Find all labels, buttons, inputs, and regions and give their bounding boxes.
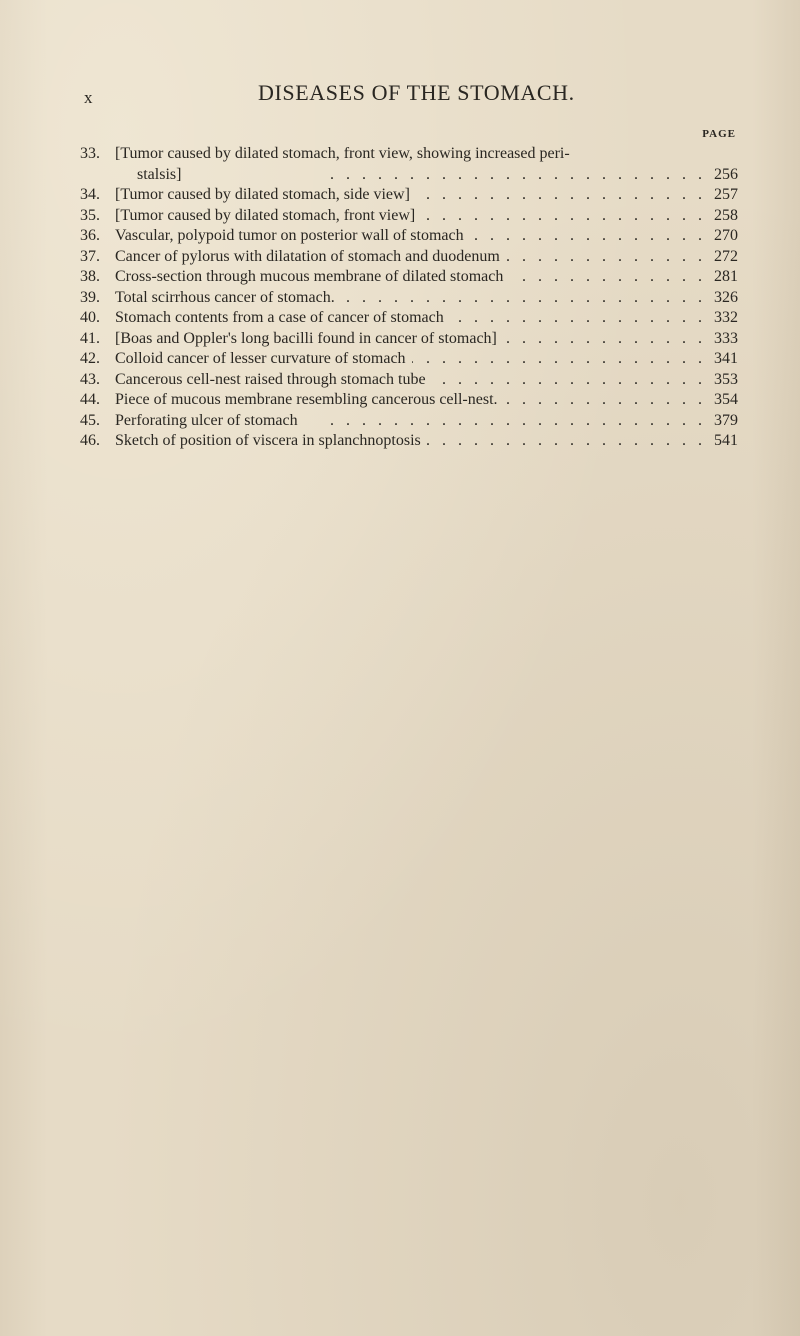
entry-number: 36. — [80, 227, 100, 244]
entry-title: Total scirrhous cancer of stomach. — [115, 288, 335, 306]
page-column-heading: PAGE — [702, 128, 736, 140]
list-entry — [80, 288, 738, 309]
list-entry — [80, 329, 738, 350]
dot-leader — [421, 206, 702, 227]
entry-number: 44. — [80, 391, 100, 408]
entry-number: 35. — [80, 206, 100, 224]
entry-number: 43. — [80, 370, 100, 388]
entry-page-number: 257 — [714, 186, 738, 203]
entry-title-continuation: stalsis] — [137, 165, 182, 183]
entry-number: 38. — [80, 268, 100, 285]
entry-title: [Tumor caused by dilated stomach, front view, showing increased peri- — [115, 145, 570, 162]
list-entry — [80, 144, 738, 185]
list-entry — [80, 267, 738, 288]
entry-title: Colloid cancer of lesser curvature of stomach — [115, 350, 406, 367]
list-entry — [80, 226, 738, 247]
entry-title: Stomach contents from a case of cancer of stomach — [115, 309, 444, 326]
entry-number: 33. — [80, 145, 100, 162]
dot-leader — [503, 329, 702, 350]
entry-title: Piece of mucous membrane resembling cancerous cell-nest. — [115, 391, 498, 408]
entry-number: 34. — [80, 186, 100, 203]
list-entry — [80, 411, 738, 432]
dot-leader — [416, 185, 702, 206]
list-entry — [80, 308, 738, 329]
running-title: DISEASES OF THE STOMACH. — [258, 80, 575, 105]
dot-leader — [412, 349, 702, 370]
entry-number: 39. — [80, 288, 100, 306]
list-entry — [80, 349, 738, 370]
entry-number: 42. — [80, 350, 100, 367]
entry-number: 41. — [80, 329, 100, 347]
illustration-list — [80, 144, 738, 452]
entry-title: [Boas and Oppler's long bacilli found in cancer of stomach] — [115, 329, 497, 347]
entry-page-number: 281 — [714, 268, 738, 285]
entry-number: 37. — [80, 247, 100, 265]
entry-title: Cancerous cell-nest raised through stomach tube — [115, 370, 426, 388]
dot-leader — [427, 431, 702, 452]
entry-number: 40. — [80, 309, 100, 326]
entry-page-number: 326 — [714, 288, 738, 306]
entry-page-number: 270 — [714, 227, 738, 244]
dot-leader — [450, 308, 702, 329]
entry-page-number: 541 — [714, 432, 738, 449]
dot-leader — [341, 288, 702, 309]
list-entry — [80, 206, 738, 227]
entry-title: Vascular, polypoid tumor on posterior wall of stomach — [115, 227, 464, 244]
entry-page-number: 333 — [714, 329, 738, 347]
dot-leader — [432, 370, 702, 391]
entry-title: Cross-section through mucous membrane of dilated stomach — [115, 268, 504, 285]
dot-leader — [504, 390, 702, 411]
entry-page-number: 258 — [714, 206, 738, 224]
list-entry — [80, 431, 738, 452]
entry-number: 46. — [80, 432, 100, 449]
list-entry — [80, 390, 738, 411]
dot-leader — [304, 411, 702, 432]
dot-leader — [509, 267, 702, 288]
entry-page-number: 353 — [714, 370, 738, 388]
entry-title: [Tumor caused by dilated stomach, front view] — [115, 206, 416, 224]
entry-page-number: 379 — [714, 411, 738, 429]
entry-page-number: 256 — [714, 165, 738, 183]
entry-title: [Tumor caused by dilated stomach, side view] — [115, 186, 410, 203]
entry-title: Sketch of position of viscera in splanchnoptosis — [115, 432, 421, 449]
dot-leader — [470, 226, 702, 247]
entry-page-number: 354 — [714, 391, 738, 408]
dot-leader — [506, 247, 702, 268]
entry-title: Cancer of pylorus with dilatation of stomach and duodenum — [115, 247, 500, 265]
list-entry — [80, 247, 738, 268]
entry-page-number: 332 — [714, 309, 738, 326]
dot-leader — [187, 165, 702, 186]
entry-number: 45. — [80, 411, 100, 429]
entry-page-number: 341 — [714, 350, 738, 367]
list-entry — [80, 370, 738, 391]
page-folio: x — [84, 88, 93, 107]
entry-title: Perforating ulcer of stomach — [115, 411, 298, 429]
page-header — [0, 80, 800, 110]
entry-page-number: 272 — [714, 247, 738, 265]
list-entry — [80, 185, 738, 206]
